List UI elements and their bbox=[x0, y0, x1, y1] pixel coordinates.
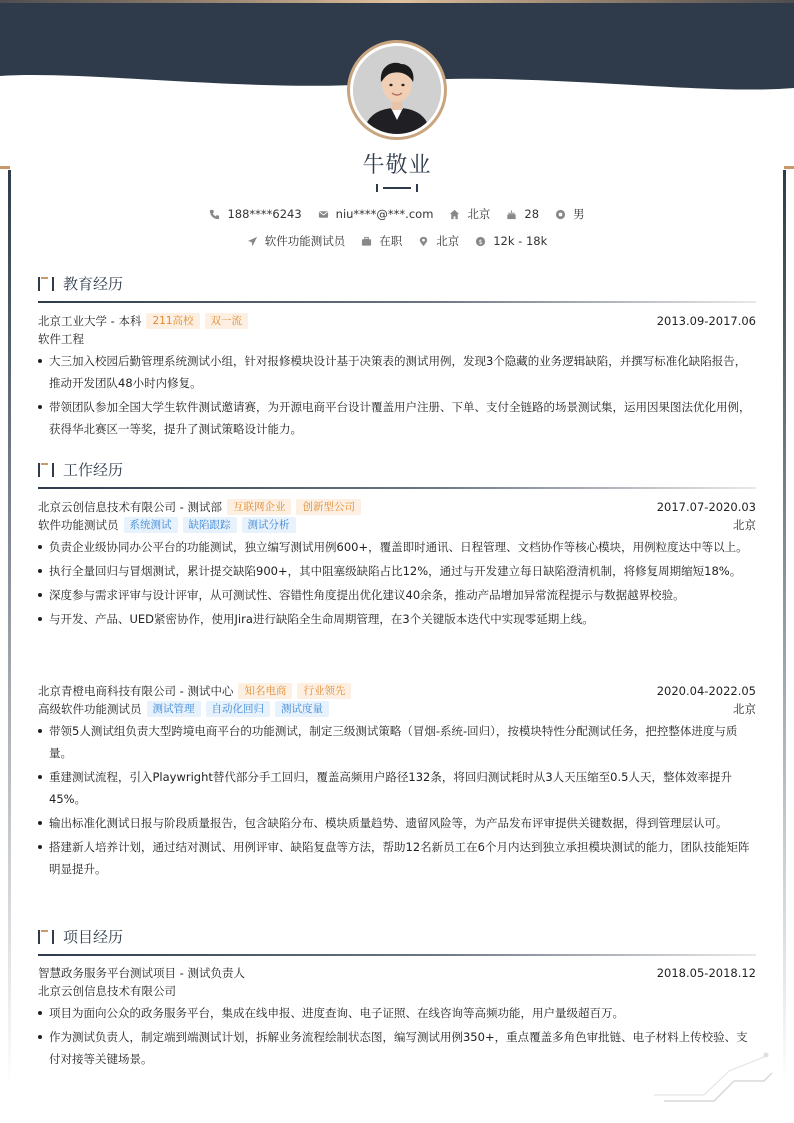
cake-icon bbox=[506, 209, 517, 220]
role-tag: 系统测试 bbox=[124, 517, 178, 533]
section-mark-icon bbox=[38, 277, 56, 291]
list-item: 重建测试流程，引入Playwright替代部分手工回归，覆盖高频用户路径132条，将回归测试耗时从3人天压缩至0.5人天，整体效率提升45%。 bbox=[38, 766, 756, 810]
candidate-name: 牛敬业 bbox=[362, 153, 432, 178]
location-icon bbox=[418, 236, 429, 247]
section-mark-icon bbox=[38, 930, 56, 944]
education-bullets bbox=[38, 350, 756, 440]
section-mark-icon bbox=[38, 463, 56, 477]
list-item: 深度参与需求评审与设计评审，从可测试性、容错性角度提出优化建议40余条，推动产品增加异常流程提示与数据越界校验。 bbox=[38, 584, 756, 606]
role-tag: 测试管理 bbox=[147, 701, 201, 717]
hometown-item: 北京 bbox=[449, 206, 490, 222]
education-divider bbox=[38, 301, 756, 303]
phone-item: 188****6243 bbox=[209, 207, 301, 221]
list-item: 大三加入校园后勤管理系统测试小组，针对报修模块设计基于决策表的测试用例，发现3个隐藏的业务逻辑缺陷，并撰写标准化缺陷报告，推动开发团队48小时内修复。 bbox=[38, 350, 756, 394]
list-item: 带领团队参加全国大学生软件测试邀请赛，为开源电商平台设计覆盖用户注册、下单、支付全链路的场景测试集，运用因果图法优化用例，获得华北赛区一等奖，提升了测试策略设计能力。 bbox=[38, 396, 756, 440]
svg-text:$: $ bbox=[478, 237, 483, 246]
age-item: 28 bbox=[506, 207, 539, 221]
gender-item: 男 bbox=[555, 206, 585, 222]
work-date: 2020.04-2022.05 bbox=[656, 684, 756, 698]
role-title: 高级软件功能测试员 bbox=[38, 702, 142, 716]
major: 软件工程 bbox=[38, 332, 84, 346]
work-bullets bbox=[38, 720, 756, 880]
work-date: 2017.07-2020.03 bbox=[656, 500, 756, 514]
company-tag: 互联网企业 bbox=[227, 499, 292, 515]
salary-icon bbox=[475, 236, 486, 247]
mail-icon bbox=[318, 209, 329, 220]
salary-item: $ 12k - 18k bbox=[475, 234, 547, 248]
target-city-item: 北京 bbox=[418, 233, 459, 249]
list-item: 作为测试负责人，制定端到端测试计划，拆解业务流程绘制状态图，编写测试用例350+，重点覆盖多角色审批链、电子材料上传校验、支付对接等关键场景。 bbox=[38, 1026, 756, 1070]
corner-decoration bbox=[654, 1043, 774, 1103]
work-section-title: 工作经历 bbox=[38, 459, 123, 480]
side-bar-right bbox=[783, 170, 786, 1085]
project-bullets bbox=[38, 1002, 756, 1070]
project-name: 智慧政务服务平台测试项目 - 测试负责人 bbox=[38, 966, 245, 980]
project-divider bbox=[38, 954, 756, 956]
company-name: 北京青橙电商科技有限公司 - 测试中心 bbox=[38, 684, 234, 698]
send-icon bbox=[247, 236, 258, 247]
work-divider bbox=[38, 487, 756, 489]
role-tag: 测试分析 bbox=[242, 517, 296, 533]
list-item: 输出标准化测试日报与阶段质量报告，包含缺陷分布、模块质量趋势、遗留风险等，为产品发布评审提供关键数据，得到管理层认可。 bbox=[38, 812, 756, 834]
list-item: 与开发、产品、UED紧密协作，使用Jira进行缺陷全生命周期管理，在3个关键版本迭代中实现零延期上线。 bbox=[38, 608, 756, 630]
list-item: 负责企业级协同办公平台的功能测试，独立编写测试用例600+，覆盖即时通讯、日程管理、文档协作等核心模块，用例粒度达中等以上。 bbox=[38, 536, 756, 558]
role-tag: 测试度量 bbox=[275, 701, 329, 717]
briefcase-icon bbox=[361, 236, 372, 247]
company-tag: 知名电商 bbox=[238, 683, 292, 699]
home-icon bbox=[449, 209, 460, 220]
project-section-title: 项目经历 bbox=[38, 926, 123, 947]
role-tag: 自动化回归 bbox=[206, 701, 271, 717]
school-tag: 双一流 bbox=[205, 313, 249, 329]
education-date: 2013.09-2017.06 bbox=[656, 314, 756, 328]
project-block bbox=[38, 964, 756, 1072]
education-section-title: 教育经历 bbox=[38, 273, 123, 294]
role-title: 软件功能测试员 bbox=[38, 518, 119, 532]
school-tag: 211高校 bbox=[146, 313, 199, 329]
list-item: 搭建新人培养计划，通过结对测试、用例评审、缺陷复盘等方法，帮助12名新员工在6个月内达到独立承担模块测试的能力，团队技能矩阵明显提升。 bbox=[38, 836, 756, 880]
school-name: 北京工业大学 - 本科 bbox=[38, 314, 142, 328]
avatar bbox=[347, 40, 447, 140]
gender-icon bbox=[555, 209, 566, 220]
side-bar-left bbox=[8, 170, 11, 1085]
project-company: 北京云创信息技术有限公司 bbox=[38, 984, 176, 998]
company-name: 北京云创信息技术有限公司 - 测试部 bbox=[38, 500, 222, 514]
contact-row bbox=[0, 206, 794, 222]
work-block-1 bbox=[38, 498, 756, 632]
education-block bbox=[38, 312, 756, 442]
job-intent-row bbox=[0, 233, 794, 249]
work-city: 北京 bbox=[733, 518, 756, 532]
status-item: 在职 bbox=[361, 233, 402, 249]
work-city: 北京 bbox=[733, 702, 756, 716]
list-item: 执行全量回归与冒烟测试，累计提交缺陷900+，其中阻塞级缺陷占比12%，通过与开发建立每日缺陷澄清机制，将修复周期缩短18%。 bbox=[38, 560, 756, 582]
phone-icon bbox=[209, 209, 220, 220]
portrait-image bbox=[353, 46, 441, 134]
name-divider bbox=[376, 184, 418, 192]
list-item: 带领5人测试组负责大型跨境电商平台的功能测试，制定三级测试策略（冒烟-系统-回归），按模块特性分配测试任务，把控整体进度与质量。 bbox=[38, 720, 756, 764]
list-item: 项目为面向公众的政务服务平台，集成在线申报、进度查询、电子证照、在线咨询等高频功能，用户量级超百万。 bbox=[38, 1002, 756, 1024]
role-tag: 缺陷跟踪 bbox=[183, 517, 237, 533]
target-job-item: 软件功能测试员 bbox=[247, 233, 346, 249]
company-tag: 行业领先 bbox=[297, 683, 351, 699]
work-bullets bbox=[38, 536, 756, 630]
project-date: 2018.05-2018.12 bbox=[656, 966, 756, 980]
work-block-2 bbox=[38, 682, 756, 882]
email-item: niu****@***.com bbox=[318, 207, 434, 221]
company-tag: 创新型公司 bbox=[296, 499, 361, 515]
